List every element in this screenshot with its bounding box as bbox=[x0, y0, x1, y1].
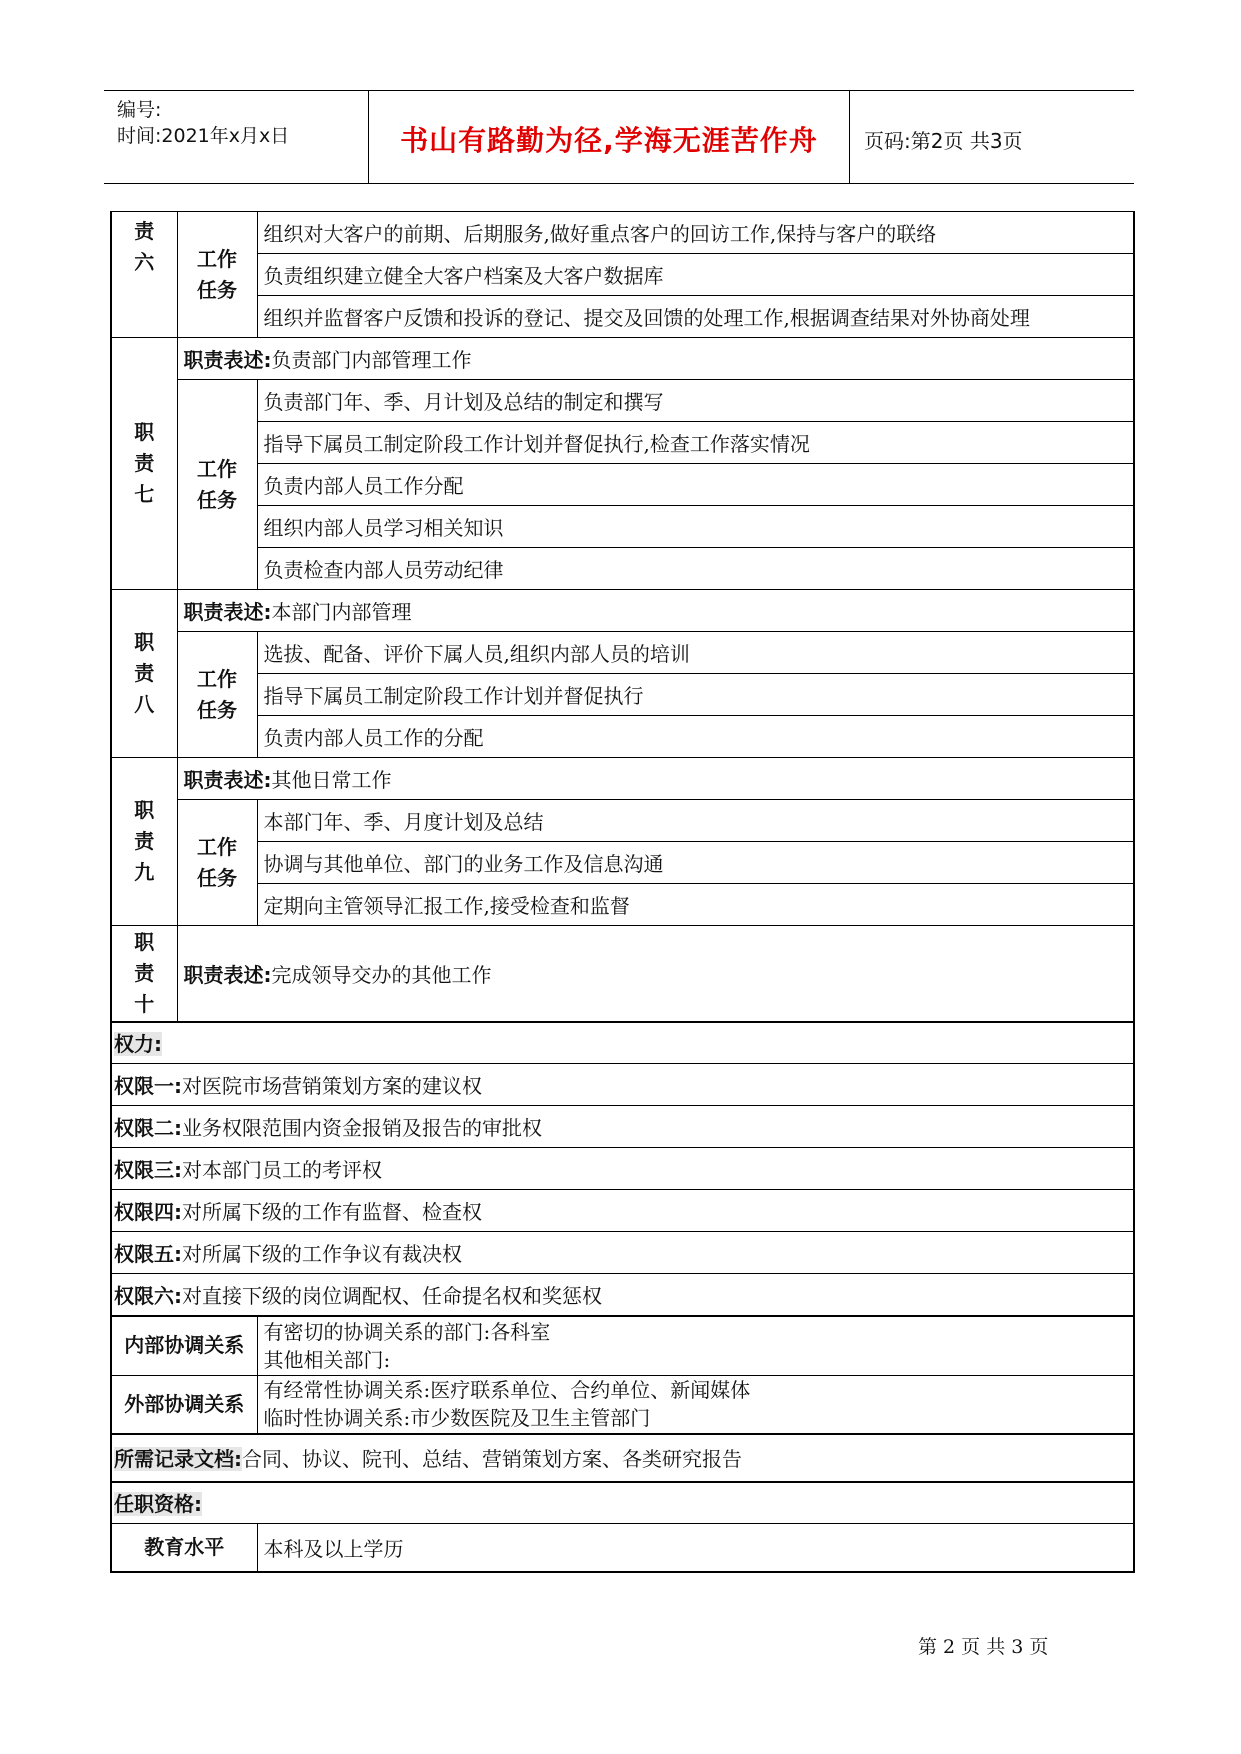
table-row bbox=[111, 1064, 1134, 1106]
table-row bbox=[111, 212, 1134, 254]
duty-6-label: 责 六 bbox=[111, 212, 177, 338]
duty-8-statement: 职责表述:本部门内部管理 bbox=[177, 590, 1134, 632]
records-row: 所需记录文档:合同、协议、院刊、总结、营销策划方案、各类研究报告 bbox=[111, 1434, 1134, 1482]
internal-relations-content: 有密切的协调关系的部门:各科室 其他相关部门: bbox=[257, 1316, 1134, 1376]
duty-9-task-label: 工作 任务 bbox=[177, 800, 257, 926]
duty-8-task-2: 指导下属员工制定阶段工作计划并督促执行 bbox=[257, 674, 1134, 716]
duty-8-task-1: 选拔、配备、评价下属人员,组织内部人员的培训 bbox=[257, 632, 1134, 674]
table-row bbox=[111, 800, 1134, 842]
duty-7-task-5: 负责检查内部人员劳动纪律 bbox=[257, 548, 1134, 590]
authority-item-4: 权限四:对所属下级的工作有监督、检查权 bbox=[111, 1190, 1134, 1232]
document-number: 编号: bbox=[117, 99, 162, 121]
table-row bbox=[111, 1482, 1134, 1524]
table-row bbox=[111, 338, 1134, 380]
education-value: 本科及以上学历 bbox=[257, 1524, 1134, 1572]
table-row bbox=[111, 884, 1134, 926]
duty-9-task-2: 协调与其他单位、部门的业务工作及信息沟通 bbox=[257, 842, 1134, 884]
duty-10-label: 职 责 十 bbox=[111, 926, 177, 1022]
table-row bbox=[111, 926, 1134, 1022]
duty-6-task-label: 工作 任务 bbox=[177, 212, 257, 338]
table-row bbox=[111, 1524, 1134, 1572]
footer-page-number: 第 2 页 共 3 页 bbox=[918, 1636, 1049, 1658]
duty-7-task-label: 工作 任务 bbox=[177, 380, 257, 590]
duty-9-statement: 职责表述:其他日常工作 bbox=[177, 758, 1134, 800]
header-page-cell bbox=[850, 91, 1134, 183]
header-info-cell bbox=[104, 91, 369, 183]
table-row bbox=[111, 464, 1134, 506]
table-row bbox=[111, 1316, 1134, 1376]
table-row bbox=[111, 590, 1134, 632]
table-row bbox=[111, 1148, 1134, 1190]
internal-relations-label: 内部协调关系 bbox=[111, 1316, 257, 1376]
table-row bbox=[111, 1376, 1134, 1434]
table-row bbox=[111, 254, 1134, 296]
authority-item-5: 权限五:对所属下级的工作争议有裁决权 bbox=[111, 1232, 1134, 1274]
qualification-title: 任职资格: bbox=[111, 1482, 1134, 1524]
table-row bbox=[111, 632, 1134, 674]
duty-7-label: 职 责 七 bbox=[111, 338, 177, 590]
table-row bbox=[111, 716, 1134, 758]
duty-8-label: 职 责 八 bbox=[111, 590, 177, 758]
header-page-number: 页码:第2页 共3页 bbox=[864, 129, 1023, 153]
table-row bbox=[111, 1190, 1134, 1232]
table-row bbox=[111, 758, 1134, 800]
authority-title: 权力: bbox=[111, 1022, 1134, 1064]
authority-item-2: 权限二:业务权限范围内资金报销及报告的审批权 bbox=[111, 1106, 1134, 1148]
external-relations-content: 有经常性协调关系:医疗联系单位、合约单位、新闻媒体 临时性协调关系:市少数医院及卫生主管部门 bbox=[257, 1376, 1134, 1434]
table-row bbox=[111, 1232, 1134, 1274]
duty-9-label: 职 责 九 bbox=[111, 758, 177, 926]
external-relations-label: 外部协调关系 bbox=[111, 1376, 257, 1434]
duty-7-statement: 职责表述:负责部门内部管理工作 bbox=[177, 338, 1134, 380]
duty-6-task-3: 组织并监督客户反馈和投诉的登记、提交及回馈的处理工作,根据调查结果对外协商处理 bbox=[257, 296, 1134, 338]
document-time: 时间:2021年x月x日 bbox=[117, 125, 290, 147]
authority-item-1: 权限一:对医院市场营销策划方案的建议权 bbox=[111, 1064, 1134, 1106]
table-row bbox=[111, 380, 1134, 422]
table-row bbox=[111, 1022, 1134, 1064]
duty-7-task-2: 指导下属员工制定阶段工作计划并督促执行,检查工作落实情况 bbox=[257, 422, 1134, 464]
education-label: 教育水平 bbox=[111, 1524, 257, 1572]
motto: 书山有路勤为径,学海无涯苦作舟 bbox=[400, 124, 818, 157]
duty-7-task-1: 负责部门年、季、月计划及总结的制定和撰写 bbox=[257, 380, 1134, 422]
duty-9-task-1: 本部门年、季、月度计划及总结 bbox=[257, 800, 1134, 842]
document-header bbox=[104, 90, 1134, 184]
table-row bbox=[111, 422, 1134, 464]
duty-6-task-2: 负责组织建立健全大客户档案及大客户数据库 bbox=[257, 254, 1134, 296]
table-row bbox=[111, 1274, 1134, 1316]
duty-10-statement: 职责表述:完成领导交办的其他工作 bbox=[177, 926, 1134, 1022]
table-row bbox=[111, 296, 1134, 338]
table-row bbox=[111, 842, 1134, 884]
duty-9-task-3: 定期向主管领导汇报工作,接受检查和监督 bbox=[257, 884, 1134, 926]
authority-item-6: 权限六:对直接下级的岗位调配权、任命提名权和奖惩权 bbox=[111, 1274, 1134, 1316]
table-row bbox=[111, 548, 1134, 590]
duty-7-task-3: 负责内部人员工作分配 bbox=[257, 464, 1134, 506]
authority-item-3: 权限三:对本部门员工的考评权 bbox=[111, 1148, 1134, 1190]
table-row bbox=[111, 1106, 1134, 1148]
table-row bbox=[111, 1434, 1134, 1482]
table-row bbox=[111, 506, 1134, 548]
duty-7-task-4: 组织内部人员学习相关知识 bbox=[257, 506, 1134, 548]
header-motto-cell bbox=[369, 91, 850, 183]
table-row bbox=[111, 674, 1134, 716]
job-description-table bbox=[110, 211, 1135, 1573]
duty-8-task-3: 负责内部人员工作的分配 bbox=[257, 716, 1134, 758]
duty-6-task-1: 组织对大客户的前期、后期服务,做好重点客户的回访工作,保持与客户的联络 bbox=[257, 212, 1134, 254]
duty-8-task-label: 工作 任务 bbox=[177, 632, 257, 758]
